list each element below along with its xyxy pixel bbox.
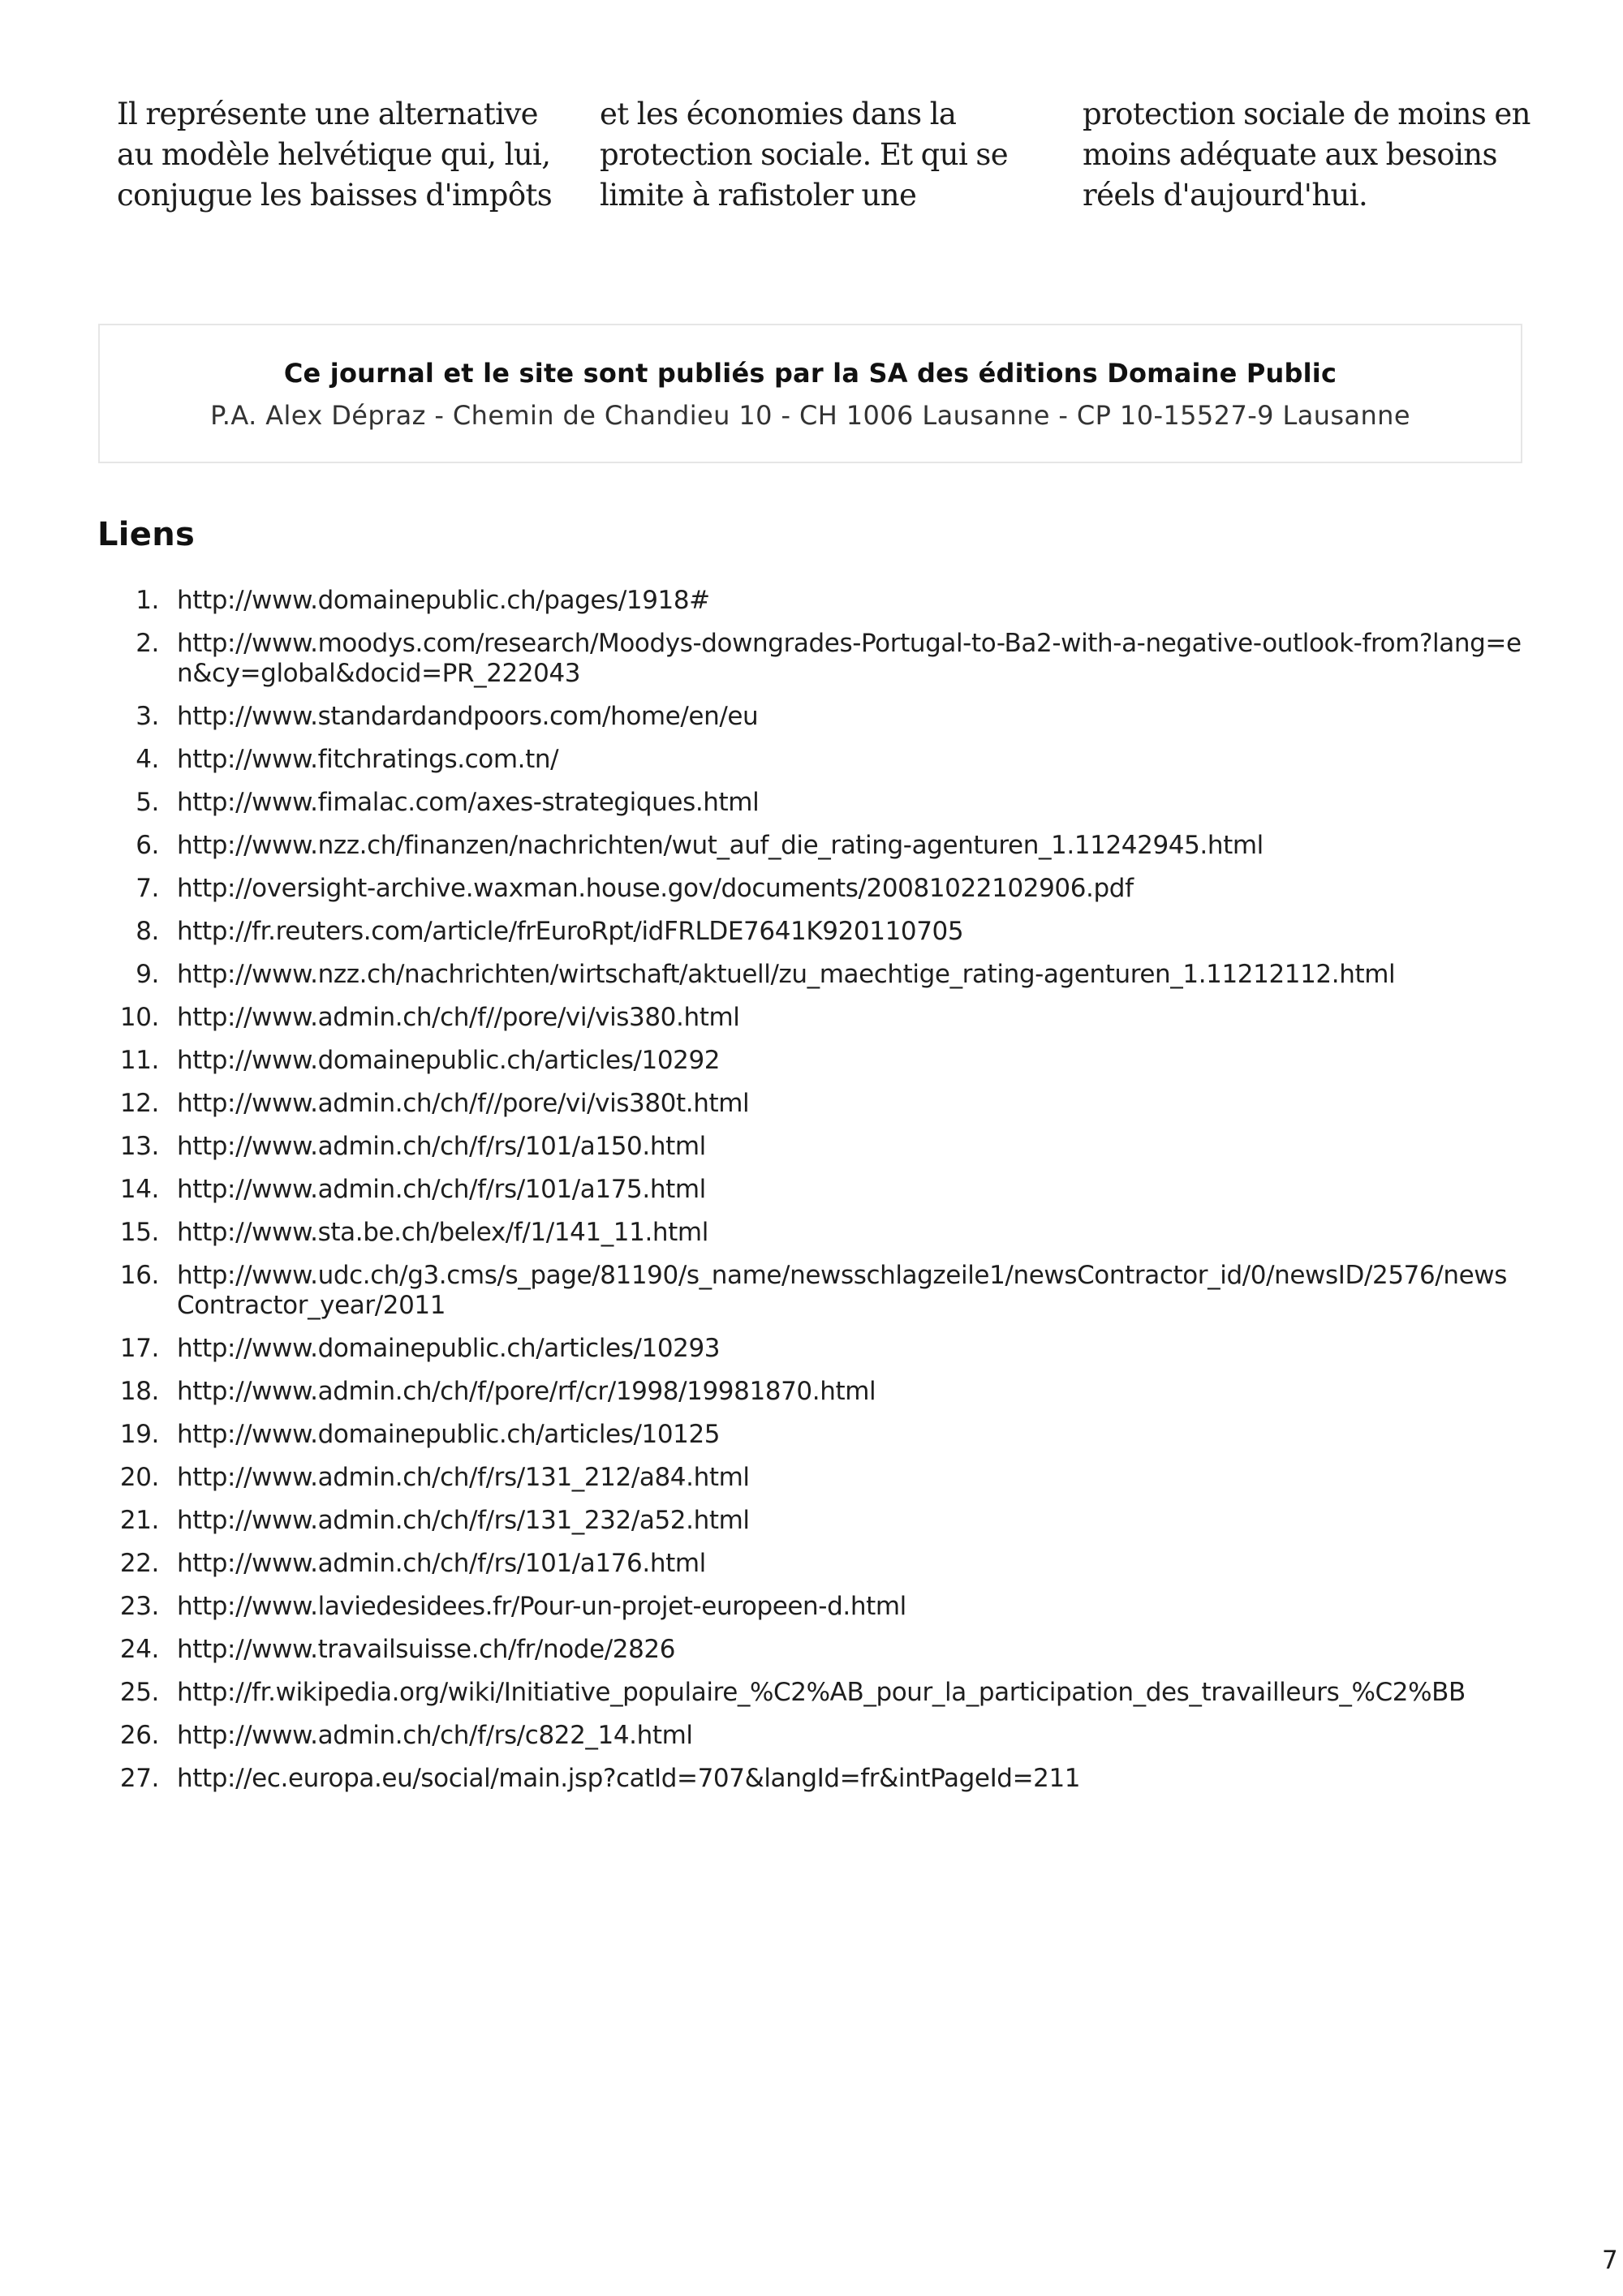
text-line: conjugue les baisses d'impôts bbox=[117, 178, 553, 213]
link-item bbox=[0, 960, 1524, 990]
link-url[interactable]: http://www.fimalac.com/axes-strategiques.html bbox=[177, 788, 760, 817]
link-number: 1. bbox=[136, 586, 159, 615]
link-number: 24. bbox=[119, 1635, 159, 1664]
link-number: 20. bbox=[119, 1463, 159, 1492]
link-url[interactable]: http://www.admin.ch/ch/f/rs/101/a176.html bbox=[177, 1549, 706, 1578]
link-url[interactable]: http://www.admin.ch/ch/f//pore/vi/vis380.html bbox=[177, 1003, 740, 1032]
link-url[interactable]: http://www.sta.be.ch/belex/f/1/141_11.html bbox=[177, 1218, 708, 1247]
link-item bbox=[0, 586, 1524, 616]
link-url[interactable]: http://oversight-archive.waxman.house.gov/documents/20081022102906.pdf bbox=[177, 874, 1134, 903]
link-item bbox=[0, 1132, 1524, 1162]
link-item bbox=[0, 1003, 1524, 1033]
link-url[interactable]: http://www.domainepublic.ch/articles/10292 bbox=[177, 1046, 721, 1075]
link-url[interactable]: http://www.standardandpoors.com/home/en/eu bbox=[177, 702, 759, 731]
text-line: et les économies dans la bbox=[600, 97, 957, 131]
text-line: protection sociale de moins en bbox=[1083, 97, 1530, 131]
article-paragraph bbox=[117, 94, 553, 216]
link-url[interactable]: http://www.nzz.ch/nachrichten/wirtschaft/aktuell/zu_maechtige_rating-agenturen_1.11212112.html bbox=[177, 960, 1396, 989]
link-url[interactable]: http://www.laviedesidees.fr/Pour-un-projet-europeen-d.html bbox=[177, 1592, 906, 1621]
publisher-title: Ce journal et le site sont publiés par la SA des éditions Domaine Public bbox=[283, 358, 1337, 389]
link-url[interactable]: http://www.moodys.com/research/Moodys-downgrades-Portugal-to-Ba2-with-a-negative-outlook-from?lang=en&cy=global&docid=PR_222043 bbox=[177, 629, 1522, 688]
text-line: au modèle helvétique qui, lui, bbox=[117, 137, 551, 172]
page-number: 7 bbox=[1602, 2246, 1618, 2275]
link-item bbox=[0, 874, 1524, 904]
link-item bbox=[0, 1635, 1524, 1665]
link-item bbox=[0, 1089, 1524, 1119]
link-number: 13. bbox=[119, 1132, 159, 1161]
link-item bbox=[0, 1046, 1524, 1076]
text-line: moins adéquate aux besoins bbox=[1083, 137, 1497, 172]
article-paragraph bbox=[600, 94, 1022, 216]
link-number: 27. bbox=[119, 1764, 159, 1793]
text-line: protection sociale. Et qui se bbox=[600, 137, 1009, 172]
link-url[interactable]: http://www.admin.ch/ch/f/rs/101/a150.html bbox=[177, 1132, 706, 1161]
link-item bbox=[0, 788, 1524, 818]
link-item bbox=[0, 1175, 1524, 1205]
link-url[interactable]: http://fr.reuters.com/article/frEuroRpt/idFRLDE7641K920110705 bbox=[177, 917, 964, 946]
text-line: limite à rafistoler une bbox=[600, 178, 917, 213]
publisher-box bbox=[98, 324, 1522, 463]
link-url[interactable]: http://www.admin.ch/ch/f//pore/vi/vis380t.html bbox=[177, 1089, 750, 1118]
link-item bbox=[0, 1764, 1524, 1794]
link-item bbox=[0, 1420, 1524, 1450]
link-number: 21. bbox=[119, 1506, 159, 1535]
link-number: 3. bbox=[136, 702, 159, 731]
link-url[interactable]: http://www.admin.ch/ch/f/rs/c822_14.html bbox=[177, 1721, 693, 1750]
link-number: 18. bbox=[119, 1377, 159, 1406]
link-number: 6. bbox=[136, 831, 159, 860]
links-list bbox=[0, 586, 1623, 1807]
link-number: 23. bbox=[119, 1592, 159, 1621]
link-item bbox=[0, 1721, 1524, 1751]
link-number: 8. bbox=[136, 917, 159, 946]
text-line: réels d'aujourd'hui. bbox=[1083, 178, 1368, 213]
link-item bbox=[0, 1506, 1524, 1536]
link-url[interactable]: http://www.travailsuisse.ch/fr/node/2826 bbox=[177, 1635, 676, 1664]
link-number: 26. bbox=[119, 1721, 159, 1750]
link-number: 5. bbox=[136, 788, 159, 817]
link-number: 16. bbox=[119, 1261, 159, 1290]
link-url[interactable]: http://www.admin.ch/ch/f/rs/131_212/a84.html bbox=[177, 1463, 750, 1492]
link-number: 9. bbox=[136, 960, 159, 989]
link-number: 25. bbox=[119, 1678, 159, 1707]
link-item bbox=[0, 917, 1524, 947]
link-item bbox=[0, 745, 1524, 775]
link-item bbox=[0, 1549, 1524, 1579]
article-column-2 bbox=[600, 94, 1022, 216]
link-url[interactable]: http://www.admin.ch/ch/f/pore/rf/cr/1998/19981870.html bbox=[177, 1377, 876, 1406]
links-heading: Liens bbox=[97, 516, 196, 553]
article-column-1 bbox=[117, 94, 553, 216]
link-url[interactable]: http://fr.wikipedia.org/wiki/Initiative_populaire_%C2%AB_pour_la_participation_des_travailleurs_%C2%BB bbox=[177, 1678, 1466, 1707]
link-number: 2. bbox=[136, 629, 159, 658]
link-url[interactable]: http://www.domainepublic.ch/articles/10293 bbox=[177, 1334, 721, 1363]
link-item bbox=[0, 629, 1524, 689]
link-number: 7. bbox=[136, 874, 159, 903]
link-item bbox=[0, 1678, 1524, 1708]
link-number: 11. bbox=[119, 1046, 159, 1075]
link-number: 22. bbox=[119, 1549, 159, 1578]
link-url[interactable]: http://www.admin.ch/ch/f/rs/131_232/a52.html bbox=[177, 1506, 750, 1535]
article-column-3 bbox=[1083, 94, 1530, 216]
link-number: 17. bbox=[119, 1334, 159, 1363]
link-item bbox=[0, 1463, 1524, 1493]
link-item bbox=[0, 702, 1524, 732]
link-url[interactable]: http://www.domainepublic.ch/pages/1918# bbox=[177, 586, 710, 615]
link-item bbox=[0, 1377, 1524, 1407]
link-url[interactable]: http://www.udc.ch/g3.cms/s_page/81190/s_name/newsschlagzeile1/newsContractor_id/0/newsID/2576/newsContractor_year/2011 bbox=[177, 1261, 1507, 1320]
link-url[interactable]: http://ec.europa.eu/social/main.jsp?catId=707&langId=fr&intPageId=211 bbox=[177, 1764, 1081, 1793]
article-columns bbox=[117, 94, 1530, 224]
link-item bbox=[0, 1218, 1524, 1248]
link-number: 12. bbox=[119, 1089, 159, 1118]
link-number: 10. bbox=[119, 1003, 159, 1032]
text-line: Il représente une alternative bbox=[117, 97, 538, 131]
link-url[interactable]: http://www.admin.ch/ch/f/rs/101/a175.html bbox=[177, 1175, 706, 1204]
link-item bbox=[0, 1334, 1524, 1364]
link-url[interactable]: http://www.fitchratings.com.tn/ bbox=[177, 745, 559, 774]
link-number: 4. bbox=[136, 745, 159, 774]
link-item bbox=[0, 831, 1524, 861]
link-number: 14. bbox=[119, 1175, 159, 1204]
link-number: 19. bbox=[119, 1420, 159, 1449]
publisher-address: P.A. Alex Dépraz - Chemin de Chandieu 10 - CH 1006 Lausanne - CP 10-15527-9 Lausanne bbox=[210, 400, 1410, 431]
article-paragraph bbox=[1083, 94, 1530, 216]
link-item bbox=[0, 1592, 1524, 1622]
link-url[interactable]: http://www.domainepublic.ch/articles/10125 bbox=[177, 1420, 721, 1449]
link-number: 15. bbox=[119, 1218, 159, 1247]
link-url[interactable]: http://www.nzz.ch/finanzen/nachrichten/wut_auf_die_rating-agenturen_1.11242945.html bbox=[177, 831, 1264, 860]
link-item bbox=[0, 1261, 1524, 1321]
